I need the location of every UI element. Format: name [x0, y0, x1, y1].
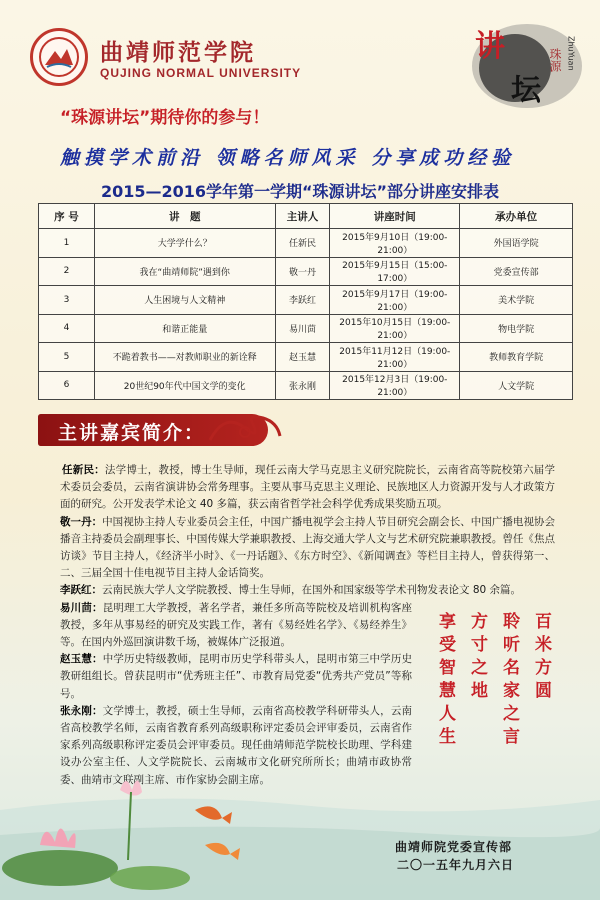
cell-speaker: 任新民 — [275, 229, 330, 258]
cell-time: 2015年9月17日（19:00-21:00） — [330, 286, 460, 315]
table-row — [39, 257, 573, 286]
bio-paragraph — [60, 651, 412, 703]
cell-no: 3 — [39, 286, 95, 315]
bio-paragraph — [60, 582, 555, 599]
bio-paragraph — [60, 462, 555, 514]
cell-speaker: 易川茴 — [275, 314, 330, 343]
forum-logo-subtitle: 珠源 — [548, 48, 562, 72]
issuer-department: 曲靖师院党委宣传部 — [395, 840, 513, 854]
lotus-leaf-icon — [110, 866, 190, 890]
university-name-cn: 曲靖师范学院 — [100, 39, 256, 66]
poem-column-2: 聆听名家之言 — [499, 612, 519, 750]
cell-unit: 人文学院 — [460, 371, 573, 400]
lecture-schedule-table — [38, 203, 573, 400]
slogan: 触摸学术前沿 领略名师风采 分享成功经验 — [60, 147, 516, 169]
cell-no: 5 — [39, 343, 95, 372]
cell-topic: 大学学什么？ — [94, 229, 275, 258]
cell-speaker: 赵玉慧 — [275, 343, 330, 372]
bio-text: 文学博士，教授，硕士生导师，云南省高校教学科研带头人，云南省高校教学名师，云南省教育系列高级职称评定委员会评审委员，云南省作家系列高级职称评定委员会评审委员。现任曲靖师范学院校长助理、学科建设办公室主任、人文学院院长、云南城市文化研究所所长；曲靖市政协常委、曲靖市文联副主席、市作家协会副主席。 — [60, 704, 412, 786]
col-header-speaker: 主讲人 — [275, 204, 330, 229]
cell-no: 2 — [39, 257, 95, 286]
cell-topic: 不跪着教书——对教师职业的新诠释 — [94, 343, 275, 372]
cell-time: 2015年10月15日（19:00-21:00） — [330, 314, 460, 343]
bio-text: 云南民族大学人文学院教授、博士生导师，在国外和国家级等学术刊物发表论文 80 余篇。 — [102, 584, 522, 597]
invitation-text: “珠源讲坛”期待你的参与！ — [60, 108, 270, 128]
cell-time: 2015年11月12日（19:00-21:00） — [330, 343, 460, 372]
bio-text: 中学历史特级教师，昆明市历史学科带头人，昆明市第三中学历史教研组组长。曾获昆明市“优秀班主任”、市教育局党委“优秀共产党员”等称号。 — [60, 653, 412, 700]
cell-no: 6 — [39, 371, 95, 400]
bio-paragraph — [60, 600, 412, 652]
bio-paragraph — [60, 514, 555, 583]
bio-name: 赵玉慧： — [60, 653, 103, 666]
table-row — [39, 314, 573, 343]
bio-name: 张永刚： — [60, 704, 103, 717]
lotus-leaf-icon — [2, 850, 118, 886]
bio-name: 任新民： — [62, 464, 105, 476]
auspicious-cloud-icon — [205, 410, 285, 450]
table-row — [39, 371, 573, 400]
cell-unit: 外国语学院 — [460, 229, 573, 258]
cell-unit: 物电学院 — [460, 314, 573, 343]
cell-speaker: 李跃红 — [275, 286, 330, 315]
cell-speaker: 敬一丹 — [275, 257, 330, 286]
university-logo — [30, 28, 88, 86]
cell-unit: 美术学院 — [460, 286, 573, 315]
intro-title: 主讲嘉宾简介： — [58, 422, 206, 444]
poem-column-3: 方寸之地 — [467, 612, 487, 704]
forum-logo-char-2: 坛 — [511, 73, 541, 108]
table-row — [39, 229, 573, 258]
table-row — [39, 286, 573, 315]
cell-time: 2015年12月3日（19:00-21:00） — [330, 371, 460, 400]
cell-topic: 我在“曲靖师院”遇到你 — [94, 257, 275, 286]
emblem-icon — [37, 35, 81, 79]
poem-column-1: 百米方圆 — [531, 612, 551, 704]
col-header-time: 讲座时间 — [330, 204, 460, 229]
col-header-topic: 讲 题 — [94, 204, 275, 229]
cell-topic: 和谐正能量 — [94, 314, 275, 343]
col-header-unit: 承办单位 — [460, 204, 573, 229]
cell-topic: 20世纪90年代中国文学的变化 — [94, 371, 275, 400]
forum-ink-logo — [455, 8, 595, 118]
schedule-title: 2015—2016学年第一学期“珠源讲坛”部分讲座安排表 — [100, 182, 500, 201]
bio-name: 敬一丹： — [60, 515, 103, 528]
poem-column-4: 享受智慧人生 — [435, 612, 455, 750]
bio-name: 易川茴： — [60, 601, 103, 614]
cell-topic: 人生困境与人文精神 — [94, 286, 275, 315]
table-header-row — [39, 204, 573, 229]
university-name-en: QUJING NORMAL UNIVERSITY — [100, 66, 302, 80]
forum-logo-pinyin: ZhuYuan — [566, 36, 576, 71]
table-row — [39, 343, 573, 372]
col-header-no: 序 号 — [39, 204, 95, 229]
cell-no: 4 — [39, 314, 95, 343]
cell-unit: 教师教育学院 — [460, 343, 573, 372]
bio-text: 昆明理工大学教授，著名学者，兼任多所高等院校及培训机构客座教授，多年从事易经的研究及实践工作，著有《易经姓名学》、《易经养生》等。在国内外巡回演讲数千场，被媒体广泛报道。 — [60, 601, 412, 649]
cell-no: 1 — [39, 229, 95, 258]
bio-text: 法学博士，教授，博士生导师，现任云南大学马克思主义研究院院长，云南省高等院校第六届学术委员会委员，云南省演讲协会常务理事。主要从事马克思主义理论、民族地区人力资源开发与人才政策方面的研究。公开发表学术论文 40 多篇，获云南省哲学社会科学优秀成果奖励五项。 — [60, 464, 555, 511]
cell-time: 2015年9月15日（15:00-17:00） — [330, 257, 460, 286]
bio-name: 李跃红： — [60, 584, 102, 597]
cell-time: 2015年9月10日（19:00-21:00） — [330, 229, 460, 258]
issue-date: 二〇一五年九月六日 — [397, 858, 515, 872]
cell-unit: 党委宣传部 — [460, 257, 573, 286]
lotus-pond-illustration — [0, 750, 600, 900]
cell-speaker: 张永刚 — [275, 371, 330, 400]
forum-logo-char-1: 讲 — [475, 29, 505, 64]
bio-text: 中国视协主持人专业委员会主任，中国广播电视学会主持人节目研究会副会长、中国广播电视协会播音主持委员会副理事长、中国传媒大学兼职教授、上海交通大学人文与艺术研究院兼职教授。曾任《焦点访谈》节目主持人，《经济半小时》、《一丹话题》、《东方时空》、《新闻调查》等栏目主持人，曾获得第一、二、三届全国十佳电视节目主持人金话筒奖。 — [60, 515, 556, 580]
